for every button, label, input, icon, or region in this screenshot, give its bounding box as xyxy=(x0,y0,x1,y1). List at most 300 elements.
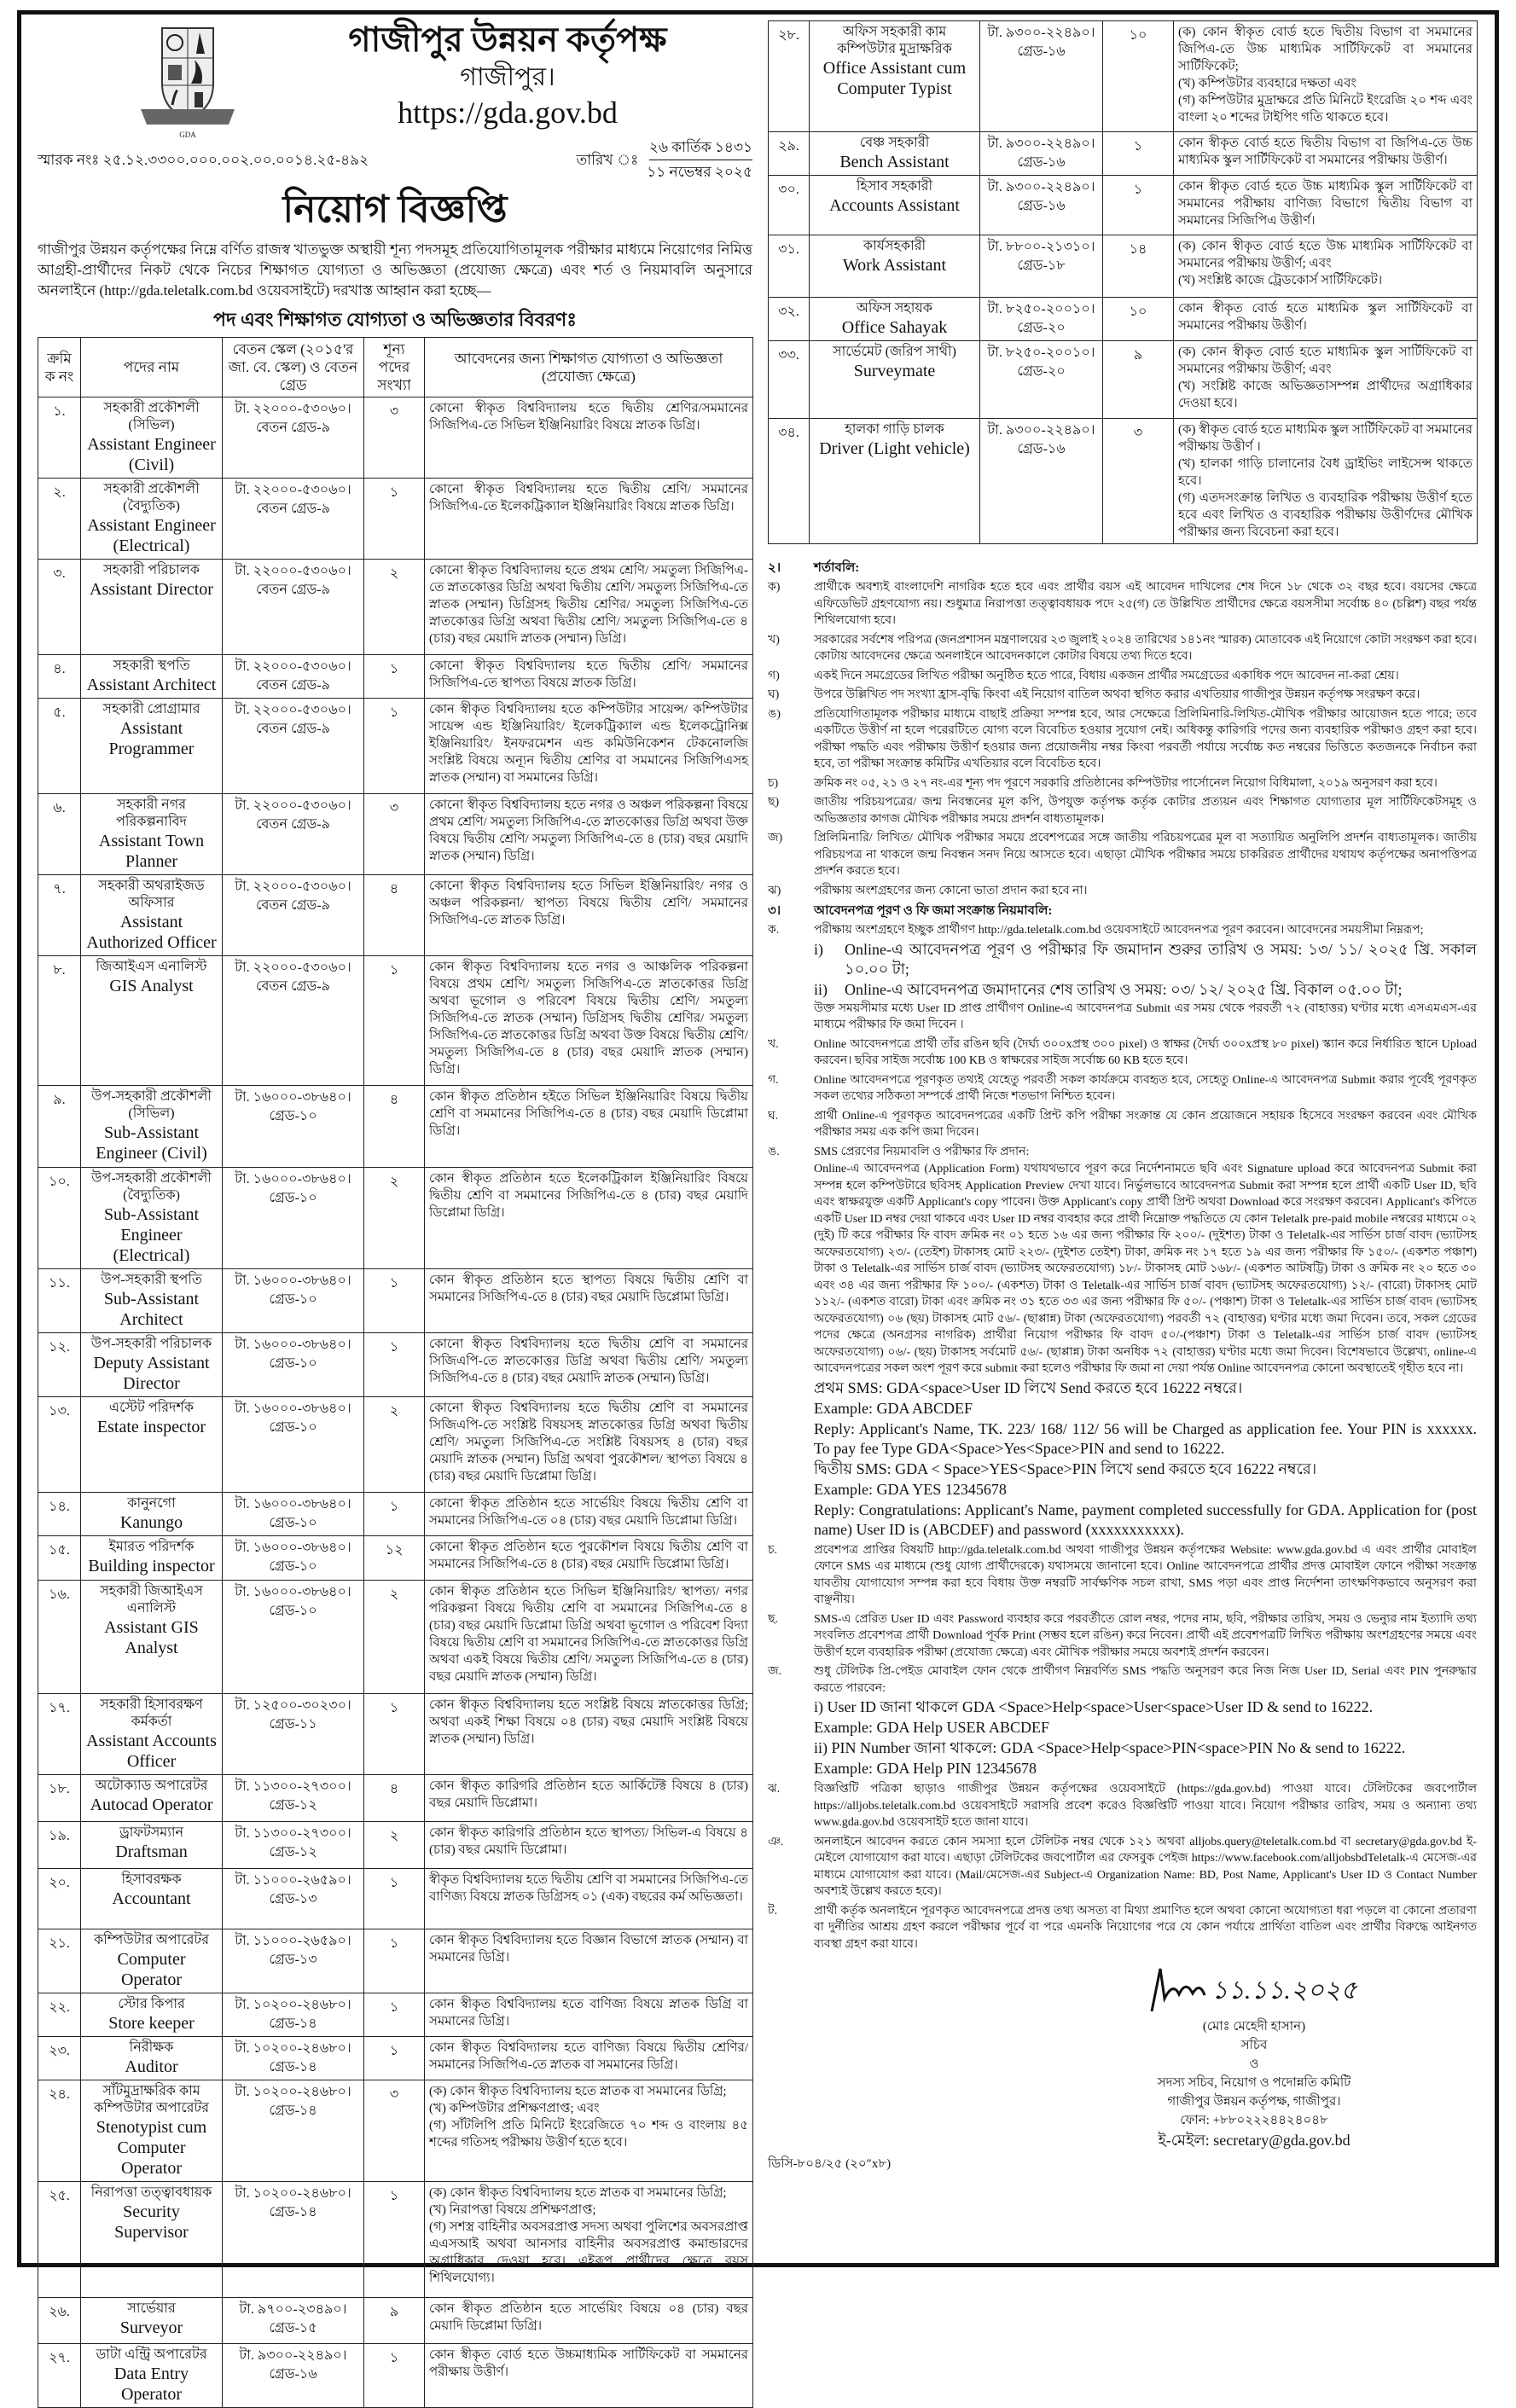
qualification-line: কোন স্বীকৃত বিশ্ববিদ্যালয় হতে বাণিজ্য বিষয়ে দ্বিতীয় শ্রেণির/ সমমানের সিজিপিএ-তে স্নাতক বা সমমানের ডিগ্রি। xyxy=(429,2041,748,2072)
condition-item xyxy=(768,687,1477,704)
pay-scale-cell xyxy=(980,341,1103,419)
org-website[interactable]: https://gda.gov.bd xyxy=(398,96,618,130)
qualification-cell xyxy=(425,794,753,875)
pay-grade: গ্রেড-১২ xyxy=(269,1798,317,1813)
pay-scale: টা. ১৬০০০-৩৮৬৪০। xyxy=(235,1274,351,1288)
pay-grade: গ্রেড-১০ xyxy=(269,1516,317,1530)
post-name-english: Assistant Architect xyxy=(86,676,217,694)
post-name-cell xyxy=(81,875,223,956)
vacancy-count: ১ xyxy=(364,479,425,560)
table-row xyxy=(769,419,1478,544)
post-name-english: Work Assistant xyxy=(842,256,947,275)
serial-number: ২৬. xyxy=(38,2298,81,2344)
qualification-cell xyxy=(1174,21,1478,132)
condition-label: ক) xyxy=(768,581,781,594)
qualification-line: কোনো স্বীকৃত বিশ্ববিদ্যালয় হতে নগর ও অঞ্চল পরিকল্পনা বিষয়ে প্রথম শ্রেণি/ সমতুল্য সিজিপিএ-তে স্নাতকোত্তর ডিগ্রি অথবা উক্ত বিষয়ে দ্বিতীয় শ্রেণি/ সমতুল্য সিজিপিএ-তে ৪ (চার) বছর মেয়াদি স্নাতক (সম্মান) ডিগ্রি। xyxy=(429,798,748,863)
subitem-text: Example: GDA Help PIN 12345678 xyxy=(814,1760,1037,1777)
condition-label: গ. xyxy=(768,1073,779,1087)
condition-subitem xyxy=(814,1718,1477,1738)
post-name-bangla: উপ-সহকারী পরিচালক xyxy=(90,1337,212,1351)
table-row xyxy=(38,956,753,1086)
vacancy-count: ১ xyxy=(364,655,425,699)
pay-grade: গ্রেড-১০ xyxy=(269,1604,317,1618)
condition-text: একই দিনে সমগ্রেডের লিখিত পরীক্ষা অনুষ্ঠিত হতে পারে, বিধায় একজন প্রার্থীর সমগ্রেডের একাধিক পদে আবেদন না-করা শ্রেয়। xyxy=(814,669,1399,682)
header-qualification: আবেদনের জন্য শিক্ষাগত যোগ্যতা ও অভিজ্ঞতা (প্রযোজ্য ক্ষেত্রে) xyxy=(425,338,753,397)
vacancy-count: ২ xyxy=(364,1581,425,1694)
post-name-cell xyxy=(81,1581,223,1694)
pay-grade: বেতন গ্রেড-৯ xyxy=(256,722,330,736)
vacancy-count: ২ xyxy=(364,1397,425,1493)
qualification-line: (গ) কম্পিউটার মুদ্রাক্ষরে প্রতি মিনিটে ইংরেজি ২০ শব্দ এবং বাংলা ২০ শব্দের টাইপিং গতি থাকতে হবে। xyxy=(1178,94,1472,125)
post-name-bangla: কম্পিউটার অপারেটর xyxy=(93,1933,210,1947)
table-row xyxy=(38,699,753,794)
post-name-bangla: সহকারী প্রকৌশলী (বৈদ্যুতিক) xyxy=(103,482,200,514)
pay-grade: গ্রেড-১৬ xyxy=(1017,442,1066,456)
pay-scale: টা. ১৬০০০-৩৮৬৪০। xyxy=(235,1337,351,1352)
notice-title: নিয়োগ বিজ্ঞপ্তি xyxy=(282,189,508,230)
pay-scale: টা. ৮২৫০-২০০১০। xyxy=(987,302,1095,316)
condition-item xyxy=(768,668,1477,685)
condition-item xyxy=(768,775,1477,792)
serial-number: ১১. xyxy=(38,1269,81,1333)
qualification-cell xyxy=(1174,176,1478,235)
pay-scale: টা. ২২০০০-৫৩০৬০। xyxy=(235,483,351,497)
vacancy-count: ১ xyxy=(364,699,425,794)
qualification-line: কোন স্বীকৃত প্রতিষ্ঠান হতে সার্ভেয়িং বিষয়ে ০৪ (চার) বছর মেয়াদি ডিপ্লোমা ডিগ্রি। xyxy=(429,2302,748,2333)
qualification-cell xyxy=(1174,132,1478,176)
qualification-cell xyxy=(425,1694,753,1775)
date-bangla: ২৬ কার্তিক ১৪৩১ xyxy=(649,138,752,160)
signature-block xyxy=(1101,1964,1408,2150)
condition-body xyxy=(814,579,1477,630)
post-name-bangla: স্টোর কিপার xyxy=(118,1997,185,2011)
post-name-english: Store keeper xyxy=(108,2014,195,2033)
condition-text: প্রতিযোগিতামূলক পরীক্ষার মাধ্যমে বাছাই প্রক্রিয়া সম্পন্ন হবে, আর সেক্ষেত্রে প্রিলিমিনারি-লিখিত-মৌখিক পরীক্ষার আয়োজন হতে পারে; তবে একটিতে উত্তীর্ণ না হলে পরেরটিতে যোগ্য বলে বিবেচিত হওয়ার সুযোগ নেই। অধিকন্তু কারিগরি পদের জন্য ব্যবহারিক পরীক্ষাও গ্রহণ করা হবে। পরীক্ষা পদ্ধতি এবং পরীক্ষায় উত্তীর্ণ হওয়ার জন্য প্রয়োজনীয় নম্বর কিংবা পরবর্তী পর্যায়ে সর্বোচ্চ কত নম্বরের ভিত্তিতে কতজনকে নির্বাচন করা হবে, তা পরীক্ষা সংক্রান্ত কমিটির এখতিয়ার বলে বিবেচিত হবে। xyxy=(814,707,1477,770)
table-row xyxy=(38,1929,753,1993)
post-name-bangla: সহকারী হিসাবরক্ষণ কর্মকর্তা xyxy=(100,1697,203,1729)
qualification-cell xyxy=(425,2298,753,2344)
qualification-line: কোন স্বীকৃত প্রতিষ্ঠান হতে স্থাপত্য বিষয়ে দ্বিতীয় শ্রেণি বা সমমানের সিজিপিএ-তে ৪ (চার) বছর মেয়াদি ডিপ্লোমা ডিগ্রি। xyxy=(429,1274,748,1304)
pay-scale-cell xyxy=(980,132,1103,176)
qualification-line: কোনো স্বীকৃত প্রতিষ্ঠান হতে পুরকৌশল বিষয়ে দ্বিতীয় শ্রেণি বা সমমানের সিজিপিএ-তে ৪ (চার) বছর মেয়াদি ডিপ্লোমা ডিগ্রি। xyxy=(429,1541,748,1571)
post-name-bangla: উপ-সহকারী স্থপতি xyxy=(101,1273,202,1287)
pay-grade: গ্রেড-১৬ xyxy=(1017,199,1066,213)
qualification-cell xyxy=(425,1397,753,1493)
condition-label: ঙ) xyxy=(768,707,781,721)
signature-conjunction: ও xyxy=(1249,2057,1259,2071)
condition-item xyxy=(768,1663,1477,1778)
post-name-english: Surveymate xyxy=(853,362,936,380)
post-name-cell xyxy=(81,1536,223,1581)
signatory-phone: ফোন: +৮৮০২২২৪৪২৪০৪৮ xyxy=(1180,2114,1328,2127)
serial-number: ১৭. xyxy=(38,1694,81,1775)
post-name-english: Data Entry Operator xyxy=(113,2364,189,2404)
post-name-bangla: জিআইএস এনালিস্ট xyxy=(96,960,207,974)
post-name-english: Autocad Operator xyxy=(90,1796,213,1814)
table-row xyxy=(769,176,1478,235)
condition-label: গ) xyxy=(768,669,780,682)
pay-grade: বেতন গ্রেড-৯ xyxy=(256,583,330,597)
conditions-heading xyxy=(768,560,1477,577)
post-name-english: Surveyor xyxy=(119,2318,183,2337)
pay-scale: টা. ৮২৫০-২০০১০। xyxy=(987,345,1095,360)
svg-text:GDA: GDA xyxy=(179,131,196,139)
post-name-cell xyxy=(81,2298,223,2344)
post-name-english: Stenotypist cum Computer Operator xyxy=(96,2118,207,2178)
serial-number: ৩১. xyxy=(769,235,810,298)
pay-grade: গ্রেড-১০ xyxy=(269,1109,317,1123)
table-row xyxy=(38,1269,753,1333)
serial-number: ৩২. xyxy=(769,298,810,341)
condition-text: প্রার্থী কর্তৃক অনলাইনে পূরণকৃত আবেদনপত্রে প্রদত্ত তথ্য অসত্য বা মিথ্যা প্রমাণিত হলে অথবা কোনো অযোগ্যতা ধরা পড়লে বা কোনো প্রতারণা বা দুর্নীতির আশ্রয় গ্রহণ করলে পরীক্ষার পূর্বে বা পরে এমনকি নিয়োগের পরে যে কোন পর্যায়ে প্রার্থিতা বাতিল এবং প্রার্থীর বিরুদ্ধে আইনগত ব্যবস্থা গ্রহণ করা যাবে। xyxy=(814,1904,1477,1951)
table-row xyxy=(38,2182,753,2298)
condition-text: প্রিলিমিনারি/ লিখিত/ মৌখিক পরীক্ষার সময়ে প্রবেশপত্রের সঙ্গে জাতীয় পরিচয়পত্রের মূল বা সত্যায়িত অনুলিপি প্রদর্শন বাধ্যতামূলক। জাতীয় পরিচয়পত্র না থাকলে জন্ম নিবন্ধন সনদ নিয়ে আসতে হবে। এছাড়া মৌখিক পরীক্ষার সময়ে চাকরিরত প্রার্থীদের যথাযথ কর্তৃপক্ষের অনাপত্তিপত্র প্রদর্শন করতে হবে। xyxy=(814,832,1477,878)
qualification-cell xyxy=(425,1333,753,1397)
pay-scale-cell xyxy=(223,2344,364,2408)
vacancy-count: ২ xyxy=(364,1822,425,1869)
condition-subitem xyxy=(814,1399,1477,1419)
qualification-cell xyxy=(425,1822,753,1869)
left-column xyxy=(38,19,752,2408)
post-name-cell xyxy=(81,794,223,875)
condition-label: খ) xyxy=(768,633,780,647)
condition-subitem xyxy=(814,1419,1477,1459)
serial-number: ২৫. xyxy=(38,2182,81,2298)
vacancy-count: ২ xyxy=(364,560,425,655)
qualification-line: কোন স্বীকৃত বিশ্ববিদ্যালয় হতে বাণিজ্য বিষয়ে স্নাতক ডিগ্রি বা সমমানের ডিগ্রি। xyxy=(429,1998,748,2028)
subitem-label: ii) xyxy=(814,980,828,998)
header-serial: ক্রমিক নং xyxy=(38,338,81,397)
condition-label: ঘ) xyxy=(768,688,780,701)
post-name-english: Assistant Accounts Officer xyxy=(86,1732,217,1771)
post-name-bangla: এস্টেট পরিদর্শক xyxy=(108,1401,195,1415)
table-row xyxy=(38,2298,753,2344)
qualification-cell xyxy=(425,1775,753,1822)
qualification-line: (ক) কোন স্বীকৃত বোর্ড হতে উচ্চ মাধ্যমিক সার্টিফিকেট বা সমমানের পরীক্ষায় উত্তীর্ণ; এবং xyxy=(1178,240,1472,270)
pay-grade: গ্রেড-১১ xyxy=(269,1717,317,1732)
condition-subitem xyxy=(814,1459,1477,1479)
serial-number: ১৩. xyxy=(38,1397,81,1493)
post-name-cell xyxy=(81,2080,223,2182)
pay-scale-cell xyxy=(223,1869,364,1929)
subitem-label: i) xyxy=(814,940,823,958)
application-rules-heading-number: ৩। xyxy=(768,904,781,918)
condition-label: ঝ. xyxy=(768,1783,781,1796)
post-name-bangla: হিসাবরক্ষক xyxy=(121,1872,182,1887)
post-name-bangla: হালকা গাড়ি চালক xyxy=(845,422,944,437)
serial-number: ২১. xyxy=(38,1929,81,1993)
condition-body xyxy=(814,1611,1477,1662)
pay-grade: গ্রেড-১৬ xyxy=(269,2367,317,2382)
post-name-english: Accountant xyxy=(112,1889,191,1908)
post-name-english: Building inspector xyxy=(88,1557,215,1575)
conditions-heading-text: শর্তাবলি: xyxy=(814,561,860,575)
vacancy-count: ৯ xyxy=(364,2298,425,2344)
condition-label: ছ) xyxy=(768,796,780,809)
condition-item xyxy=(768,632,1477,665)
qualification-line: কোনো স্বীকৃত বিশ্ববিদ্যালয় হতে দ্বিতীয় শ্রেণি/ সমমানের সিজিপিএ-তে স্থাপত্য বিষয়ে স্নাতক ডিগ্রি। xyxy=(429,659,748,690)
pay-scale: টা. ৯৭০০-২৩৪৯০। xyxy=(239,2302,347,2317)
pay-grade: গ্রেড-১৩ xyxy=(269,1892,317,1906)
condition-subitem xyxy=(814,1759,1477,1778)
signatory-email[interactable]: ই-মেইল: secretary@gda.gov.bd xyxy=(1158,2132,1350,2149)
pay-scale: টা. ১০২০০-২৪৬৮০। xyxy=(235,2085,351,2099)
vacancy-count: ১ xyxy=(364,1269,425,1333)
condition-item xyxy=(768,1108,1477,1141)
pay-scale-cell xyxy=(980,21,1103,132)
serial-number: ১৯. xyxy=(38,1822,81,1869)
condition-subitem xyxy=(814,1161,1477,1378)
subitem-text: Online-এ আবেদনপত্র জমাদানের শেষ তারিখ ও সময়: ০৩/ ১২/ ২০২৫ খ্রি. বিকাল ০৫.০০ টা; xyxy=(845,980,1403,998)
handwritten-signature xyxy=(1101,1964,1408,2017)
condition-item xyxy=(768,794,1477,827)
serial-number: ৯. xyxy=(38,1086,81,1168)
pay-grade: গ্রেড-১৪ xyxy=(269,2103,317,2118)
condition-label: চ) xyxy=(768,776,779,790)
pay-grade: গ্রেড-২০ xyxy=(1017,364,1066,379)
pay-scale-cell xyxy=(980,176,1103,235)
condition-label: ঝ) xyxy=(768,884,781,897)
table-row xyxy=(38,1493,753,1536)
intro-paragraph: গাজীপুর উন্নয়ন কর্তৃপক্ষের নিম্নে বর্ণিত রাজস্ব খাতভুক্ত অস্থায়ী শূন্য পদসমূহ প্রতিযোগিতামূলক পরীক্ষার মাধ্যমে নিয়োগের নিমিত্ত আগ্রহী-প্রার্থীদের নিকট থেকে নিচের শিক্ষাগত যোগ্যতা ও অভিজ্ঞতা (প্রযোজ্য ক্ষেত্রে) এবং শর্ত ও নিয়মাবলি অনুসারে অনলাইনে (http://gda.teletalk.com.bd ওয়েবসাইটে) দরখাস্ত আহ্বান করা হচ্ছে— xyxy=(38,241,752,299)
condition-label: খ. xyxy=(768,1037,779,1051)
pay-scale-cell xyxy=(223,560,364,655)
condition-label: ট. xyxy=(768,1904,778,1918)
pay-grade: গ্রেড-২০ xyxy=(1017,321,1066,335)
condition-item xyxy=(768,579,1477,630)
table-subtitle: পদ এবং শিক্ষাগত যোগ্যতা ও অভিজ্ঞতার বিবরণঃ xyxy=(213,309,577,330)
post-name-bangla: সার্ভেয়ার xyxy=(127,2301,176,2316)
letterhead-titles xyxy=(256,19,759,131)
pay-scale-cell xyxy=(223,1168,364,1269)
qualification-line: (খ) কম্পিউটার ব্যবহারে দক্ষতা এবং xyxy=(1178,77,1356,90)
pay-scale: টা. ১১০০০-২৬৫৯০। xyxy=(235,1934,351,1948)
condition-item xyxy=(768,1903,1477,1953)
post-name-cell xyxy=(810,21,980,132)
post-name-cell xyxy=(81,397,223,479)
post-name-bangla: সহকারী প্রকৌশলী (সিভিল) xyxy=(103,401,200,432)
condition-body xyxy=(814,706,1477,773)
post-name-bangla: বেঞ্চ সহকারী xyxy=(859,136,930,150)
table-row xyxy=(38,1168,753,1269)
pay-scale-cell xyxy=(980,419,1103,544)
post-name-cell xyxy=(81,1086,223,1168)
vacancy-count: ১ xyxy=(364,1333,425,1397)
pay-scale: টা. ৮৮০০-২১৩১০। xyxy=(987,240,1095,254)
pay-scale-cell xyxy=(980,298,1103,341)
vacancy-count: ৪ xyxy=(364,875,425,956)
post-name-english: Assistant Town Planner xyxy=(98,832,205,871)
post-name-english: Assistant GIS Analyst xyxy=(104,1618,199,1657)
right-column xyxy=(768,20,1477,2181)
post-name-english: Office Assistant cum Computer Typist xyxy=(822,59,967,98)
qualification-line: (ক) কোন স্বীকৃত বোর্ড হতে মাধ্যমিক স্কুল সার্টিফিকেট বা সমমানের পরীক্ষায় উত্তীর্ণ; এবং xyxy=(1178,345,1472,376)
condition-subitem xyxy=(814,1001,1477,1034)
post-name-english: Assistant Authorized Officer xyxy=(86,913,217,952)
qualification-cell xyxy=(425,1269,753,1333)
job-table-left xyxy=(38,337,753,2408)
vacancy-count: ৩ xyxy=(1103,419,1174,544)
post-name-english: Kanungo xyxy=(119,1513,183,1532)
pay-scale-cell xyxy=(223,655,364,699)
qualification-line: কোন স্বীকৃত বিশ্ববিদ্যালয় হতে বিজ্ঞান বিভাগে স্নাতক (সম্মান) বা সমমানের ডিগ্রি। xyxy=(429,1934,748,1964)
post-name-bangla: ডাটা এন্ট্রি অপারেটর xyxy=(96,2347,207,2362)
pay-grade: বেতন গ্রেড-৯ xyxy=(256,502,330,516)
vacancy-count: ৪ xyxy=(364,1775,425,1822)
pay-scale: টা. ২২০০০-৫৩০৬০। xyxy=(235,960,351,975)
table-row xyxy=(38,397,753,479)
serial-number: ২৭. xyxy=(38,2344,81,2408)
serial-number: ৩৪. xyxy=(769,419,810,544)
serial-number: ১৫. xyxy=(38,1536,81,1581)
post-name-cell xyxy=(81,956,223,1086)
condition-item xyxy=(768,922,1477,1034)
pay-scale: টা. ১৬০০০-৩৮৬৪০। xyxy=(235,1541,351,1555)
table-row xyxy=(769,298,1478,341)
condition-body xyxy=(814,775,1477,792)
post-name-cell xyxy=(81,1775,223,1822)
post-name-bangla: সার্ভেমেট (জরিপ সাথী) xyxy=(833,345,956,359)
pay-grade: গ্রেড-১০ xyxy=(269,1292,317,1307)
serial-number: ৩০. xyxy=(769,176,810,235)
condition-text: প্রার্থীকে অবশ্যই বাংলাদেশি নাগরিক হতে হবে এবং প্রার্থীর বয়স এই আবেদন দাখিলের শেষ দিনে ১৮ থেকে ৩২ বছর হবে। বয়সের ক্ষেত্রে এফিডেভিট গ্রহণযোগ্য নয়। শুধুমাত্র নিরাপত্তা তত্ত্বাবধায়ক পদে ২৫(গ) তে উল্লিখিত প্রার্থীদের ক্ষেত্রে বয়সসীমা সর্বোচ্চ ৪০ (চল্লিশ) বছর পর্যন্ত শিথিলযোগ্য হবে। xyxy=(814,581,1477,627)
qualification-line: (গ) সাঁটলিপি প্রতি মিনিটে ইংরেজিতে ৭০ শব্দ ও বাংলায় ৪৫ শব্দের গতিসহ পরীক্ষায় উত্তীর্ণ হতে হবে। xyxy=(429,2119,748,2150)
table-row xyxy=(769,21,1478,132)
pay-scale-cell xyxy=(223,2182,364,2298)
post-name-cell xyxy=(81,2344,223,2408)
post-name-english: Sub-Assistant Engineer (Electrical) xyxy=(103,1205,200,1265)
post-name-bangla: কানুনগো xyxy=(127,1496,176,1511)
serial-number: ৩৩. xyxy=(769,341,810,419)
pay-scale-cell xyxy=(223,1694,364,1775)
table-row xyxy=(38,1397,753,1493)
qualification-cell xyxy=(425,479,753,560)
pay-grade: বেতন গ্রেড-৯ xyxy=(256,979,330,994)
condition-body xyxy=(814,922,1477,1034)
qualification-line: কোনো স্বীকৃত বিশ্ববিদ্যালয় হতে দ্বিতীয় শ্রেণি বা সমমানের সিজিএপি-তে স্নাতকোত্তর ডিগ্রি অথবা দ্বিতীয় শ্রেণি/ সমতুল্য সিজিপিএ-তে ৪ (চার) বছর মেয়াদি স্নাতক (সম্মান) ডিগ্রি। xyxy=(429,1337,748,1385)
subitem-text: i) User ID জানা থাকলে GDA <Space>Help<space>User<space>User ID & send to 16222. xyxy=(814,1698,1374,1715)
condition-subitem xyxy=(814,1480,1477,1500)
condition-text: পরীক্ষায় অংশগ্রহণে ইচ্ছুক প্রার্থীগণ http://gda.teletalk.com.bd ওয়েবসাইটে আবেদনপত্র পূরণ করবেন। আবেদনের সময়সীমা নিম্নরূপ; xyxy=(814,924,1424,937)
pay-scale: টা. ১৬০০০-৩৮৬৪০। xyxy=(235,1497,351,1512)
application-rules-list xyxy=(768,922,1477,1953)
condition-body xyxy=(814,830,1477,880)
condition-text: Online আবেদনপত্রে প্রার্থী তাঁর রঙিন ছবি (দৈর্ঘ্য ৩০০xপ্রস্থ ৩০০ pixel) ও স্বাক্ষর (দৈর্ঘ্য ৩০০xপ্রস্থ ৮০ pixel) স্ক্যান করে নির্ধারিত স্থানে Upload করবেন। ছবির সাইজ সর্বোচ্চ 100 KB ও স্বাক্ষরের সাইজ সর্বোচ্চ 60 KB হতে হবে। xyxy=(814,1037,1477,1067)
condition-subitem xyxy=(814,1738,1477,1758)
qualification-cell xyxy=(425,397,753,479)
memo-number: স্মারক নংঃ ২৫.১২.৩৩০০.০০০.০০২.০০.০০১৪.২৫-৪৯২ xyxy=(38,151,369,168)
table-row xyxy=(38,1333,753,1397)
condition-body xyxy=(814,1542,1477,1609)
subitem-text: Online-এ আবেদনপত্র (Application Form) যথাযথভাবে পূরণ করে নির্দেশনামতে ছবি এবং Signature upload করে আবেদনপত্র Submit করা সম্পন্ন হলে কম্পিউটারে ছবিসহ Application Preview দেখা যাবে। নির্ভুলভাবে আবেদনপত্র Submit করা সম্পন্ন হলে প্রার্থী একটি User ID, ছবি এবং স্বাক্ষরযুক্ত একটি Applicant's copy পাবেন। উক্ত Applicant's copy প্রার্থী প্রিন্ট অথবা Download করে সংরক্ষণ করবেন। Applicant's কপিতে একটি User ID নম্বর দেয়া থাকবে এবং User ID নম্বর ব্যবহার করে প্রার্থী নিম্নোক্ত পদ্ধতিতে যে কোন Teletalk pre-paid mobile নম্বরের মাধ্যমে ০২ (দুই) টি করে পরীক্ষার ফি বাবদ ক্রমিক নং ০১ হতে ১৬ এর জন্য পরীক্ষার ফি ২০০/- (দুইশত) টাকা ও Teletalk-এর সার্ভিস চার্জ বাবদ (ভ্যাটসহ অফেরতযোগ্য) ২৩/- (তেইশ) টাকাসহ মোট ২২৩/- (দুইশত তেইশ) টাকা, ক্রমিক নং ১৭ হতে ১৯ এর জন্য পরীক্ষার ফি ১৫০/- (একশত পঞ্চাশ) টাকা ও Teletalk-এর সার্ভিস চার্জ বাবদ (ভ্যাটসহ অফেরতযোগ্য) ১৮/- টাকাসহ মোট ১৬৮/- (একশত আটষট্টি) টাকা ও ক্রমিক নং ২০ হতে ৩০ এবং ৩৪ এর জন্য পরীক্ষার ফি ১০০/- (একশত) টাকা ও Teletalk-এর সার্ভিস চার্জ বাবদ (ভ্যাটসহ অফেরতযোগ্য) ১২/- (বারো) টাকাসহ মোট ১১২/- (একশত বারো) টাকা এবং ক্রমিক নং ৩১ হতে ৩৩ এর জন্য পরীক্ষার ফি ৫০/- (পঞ্চাশ) টাকা ও Teletalk-এর সার্ভিস চার্জ বাবদ (ভ্যাটসহ অফেরতযোগ্য) ০৬ (ছয়) টাকাসহ মোট ৫৬/- (ছাপ্পান্ন) টাকা (অফেরতযোগ্য) পরবর্তী ৭২ (বাহাত্তর) ঘণ্টার মধ্যে জমা দিবেন। তবে, সকল গ্রেডের পদের ক্ষেত্রে (অনগ্রসর নাগরিক) প্রার্থীরা নিয়োগ পরীক্ষার ফি বাবদ ৫০/-(পঞ্চাশ) টাকা ও Teletalk-এর সার্ভিস চার্জ বাবদ (ভ্যাটসহ অফেরতযোগ্য) ০৬/- (ছয়) টাকাসহ সর্বমোট ৫৬/- (ছাপ্পান্ন) টাকা অনধিক ৭২ (বাহাত্তর) ঘণ্টার মধ্যে জমা দিবেন। বিশেষভাবে উল্লেখ্য, online-এ আবেদনপত্রের সকল অংশ পূরণ করে submit করা হলেও পরীক্ষার ফি জমা না দেয়া পর্যন্ত Online আবেদনপত্র কোনো অবস্থাতেই গৃহীত হবে না। xyxy=(814,1163,1477,1375)
condition-body xyxy=(814,1781,1477,1831)
application-rules-heading xyxy=(768,902,1477,920)
condition-subitem xyxy=(814,1378,1477,1398)
pay-scale-cell xyxy=(223,875,364,956)
vacancy-count: ৩ xyxy=(364,397,425,479)
subitem-text: দ্বিতীয় SMS: GDA < Space>YES<Space>PIN লিখে send করতে হবে 16222 নম্বরে। xyxy=(814,1459,1317,1477)
post-name-english: Deputy Assistant Director xyxy=(93,1354,210,1393)
pay-scale-cell xyxy=(223,2080,364,2182)
qualification-line: (ক) স্বীকৃত বোর্ড হতে মাধ্যমিক স্কুল সার্টিফিকেট বা সমমানের পরীক্ষায় উত্তীর্ণ । xyxy=(1178,423,1472,454)
pay-scale-cell xyxy=(223,1581,364,1694)
pay-scale: টা. ১১০০০-২৬৫৯০। xyxy=(235,1873,351,1888)
qualification-cell xyxy=(1174,419,1478,544)
pay-scale-cell xyxy=(980,235,1103,298)
condition-text: প্রবেশপত্র প্রাপ্তির বিষয়টি http://gda.teletalk.com.bd অথবা গাজীপুর উন্নয়ন কর্তৃপক্ষের Website: www.gda.gov.bd এ এবং প্রার্থীর মোবাইল ফোনে SMS এর মাধ্যমে (শুধু যোগ্য প্রার্থীদেরকে) যথাসময়ে জানানো হবে। Online আবেদনপত্রে প্রার্থীর প্রদত্ত মোবাইল ফোনে পরীক্ষা সংক্রান্ত যাবতীয় যোগাযোগ সম্পন্ন করা হবে বিধায় উক্ত নম্বরটি সার্বক্ষণিক সচল রাখা, SMS পড়া এবং প্রাপ্ত নির্দেশনা তাৎক্ষণিকভাবে অনুসরণ করা বাঞ্ছনীয়। xyxy=(814,1543,1477,1606)
condition-item xyxy=(768,1036,1477,1070)
qualification-cell xyxy=(1174,341,1478,419)
date-values xyxy=(647,138,752,182)
post-name-cell xyxy=(81,1694,223,1775)
gda-logo xyxy=(136,24,239,143)
qualification-line: (ক) কোন স্বীকৃত বিশ্ববিদ্যালয় হতে স্নাতক বা সমমানের ডিগ্রি; xyxy=(429,2085,727,2098)
post-name-english: Assistant Programmer xyxy=(108,719,195,758)
post-name-english: Driver (Light vehicle) xyxy=(819,439,970,458)
post-name-bangla: হিসাব সহকারী xyxy=(856,179,933,194)
vacancy-count: ২ xyxy=(364,1168,425,1269)
post-name-cell xyxy=(810,341,980,419)
vacancy-count: ১ xyxy=(364,1694,425,1775)
pay-scale-cell xyxy=(223,397,364,479)
serial-number: ১. xyxy=(38,397,81,479)
condition-body xyxy=(814,1108,1477,1141)
post-name-bangla: ড্রাফটসম্যান xyxy=(119,1825,184,1840)
table-row xyxy=(38,560,753,655)
pay-grade: গ্রেড-১৪ xyxy=(269,2060,317,2074)
qualification-line: (খ) নিরাপত্তা বিষয়ে প্রশিক্ষণপ্রাপ্ত; xyxy=(429,2203,596,2217)
letterhead xyxy=(38,19,752,139)
condition-body xyxy=(814,1036,1477,1070)
post-name-cell xyxy=(81,560,223,655)
conditions-heading-number: ২। xyxy=(768,561,781,575)
serial-number: ১৪. xyxy=(38,1493,81,1536)
pay-scale-cell xyxy=(223,1269,364,1333)
post-name-english: Estate inspector xyxy=(96,1418,206,1436)
pay-grade: বেতন গ্রেড-৯ xyxy=(256,421,330,435)
table-header-row xyxy=(38,338,753,397)
post-name-english: Assistant Engineer (Civil) xyxy=(87,435,216,474)
table-row xyxy=(769,341,1478,419)
pay-scale-cell xyxy=(223,794,364,875)
pay-scale: টা. ৯৩০০-২২৪৯০। xyxy=(987,26,1095,40)
pay-scale: টা. ১৬০০০-৩৮৬৪০। xyxy=(235,1401,351,1416)
condition-item xyxy=(768,1834,1477,1900)
pay-scale-cell xyxy=(223,2037,364,2080)
vacancy-count: ১০ xyxy=(1103,298,1174,341)
post-name-bangla: উপ-সহকারী প্রকৌশলী (বৈদ্যুতিক) xyxy=(91,1171,212,1203)
vacancy-count: ১ xyxy=(364,956,425,1086)
vacancy-count: ১ xyxy=(364,1493,425,1536)
pay-scale: টা. ৯৩০০-২২৪৯০। xyxy=(239,2348,347,2363)
post-name-cell xyxy=(81,699,223,794)
date-block xyxy=(576,138,752,182)
condition-body xyxy=(814,1903,1477,1953)
vacancy-count: ১৪ xyxy=(1103,235,1174,298)
qualification-line: কোনো স্বীকৃত বিশ্ববিদ্যালয় হতে দ্বিতীয় শ্রেণি বা সমমানের সিজিএপি-তে সংশ্লিষ্ট বিষয়সহ স্নাতকোত্তর ডিগ্রি অথবা দ্বিতীয় শ্রেণি/ সমতুল্য সিজিপিএ-তে সংশ্লিষ্ট বিষয়সহ ৪ (চার) বছর মেয়াদি স্নাতক (সম্মান) ডিগ্রি অথবা পুরকৌশল/ স্থাপত্য বিষয়ে ৪ (চার) বছর মেয়াদি ডিপ্লোমা ডিগ্রি। xyxy=(429,1401,748,1483)
vacancy-count: ৪ xyxy=(364,1086,425,1168)
qualification-line: কোনো স্বীকৃত বিশ্ববিদ্যালয় হতে প্রথম শ্রেণি/ সমতুল্য সিজিপিএ-তে স্নাতকোত্তর ডিগ্রি অথবা দ্বিতীয় শ্রেণি/ সমতুল্য সিজিপিএ-তে স্নাতক (সম্মান) ডিগ্রিসহ দ্বিতীয় শ্রেণির/ সমতুল্য সিজিপিএ-তে স্নাতকোত্তর ডিগ্রি অথবা দ্বিতীয় শ্রেণি/ সমতুল্য সিজিপিএ-তে ৪ (চার) বছর মেয়াদি স্নাতক (সম্মান) ডিগ্রি। xyxy=(429,564,748,646)
condition-text: সরকারের সর্বশেষ পরিপত্র (জনপ্রশাসন মন্ত্রণালয়ের ২৩ জুলাই ২০২৪ তারিখের ১৪১নং স্মারক) মোতাবেক এই নিয়োগে কোটা সংরক্ষণ করা হবে। কোটায় আবেদনের ক্ষেত্রে অনলাইনে আবেদনকালে কোটার বিষয়ে তথ্য দিতে হবে। xyxy=(814,633,1477,663)
pay-scale: টা. ২২০০০-৫৩০৬০। xyxy=(235,879,351,894)
condition-text: ক্রমিক নং ০৫, ২১ ও ২৭ নং-এর শূন্য পদ পূরণে সরকারি প্রতিষ্ঠানের কম্পিউটার পার্সোনেল নিয়োগ বিধিমালা, ২০১৯ অনুসরণ করা হবে। xyxy=(814,776,1438,790)
terms-section xyxy=(768,560,1477,1953)
serial-number: ১০. xyxy=(38,1168,81,1269)
vacancy-count: ১ xyxy=(364,2344,425,2408)
vacancy-count: ১ xyxy=(364,1993,425,2037)
post-name-cell xyxy=(81,1822,223,1869)
post-name-english: Computer Operator xyxy=(117,1950,186,1989)
